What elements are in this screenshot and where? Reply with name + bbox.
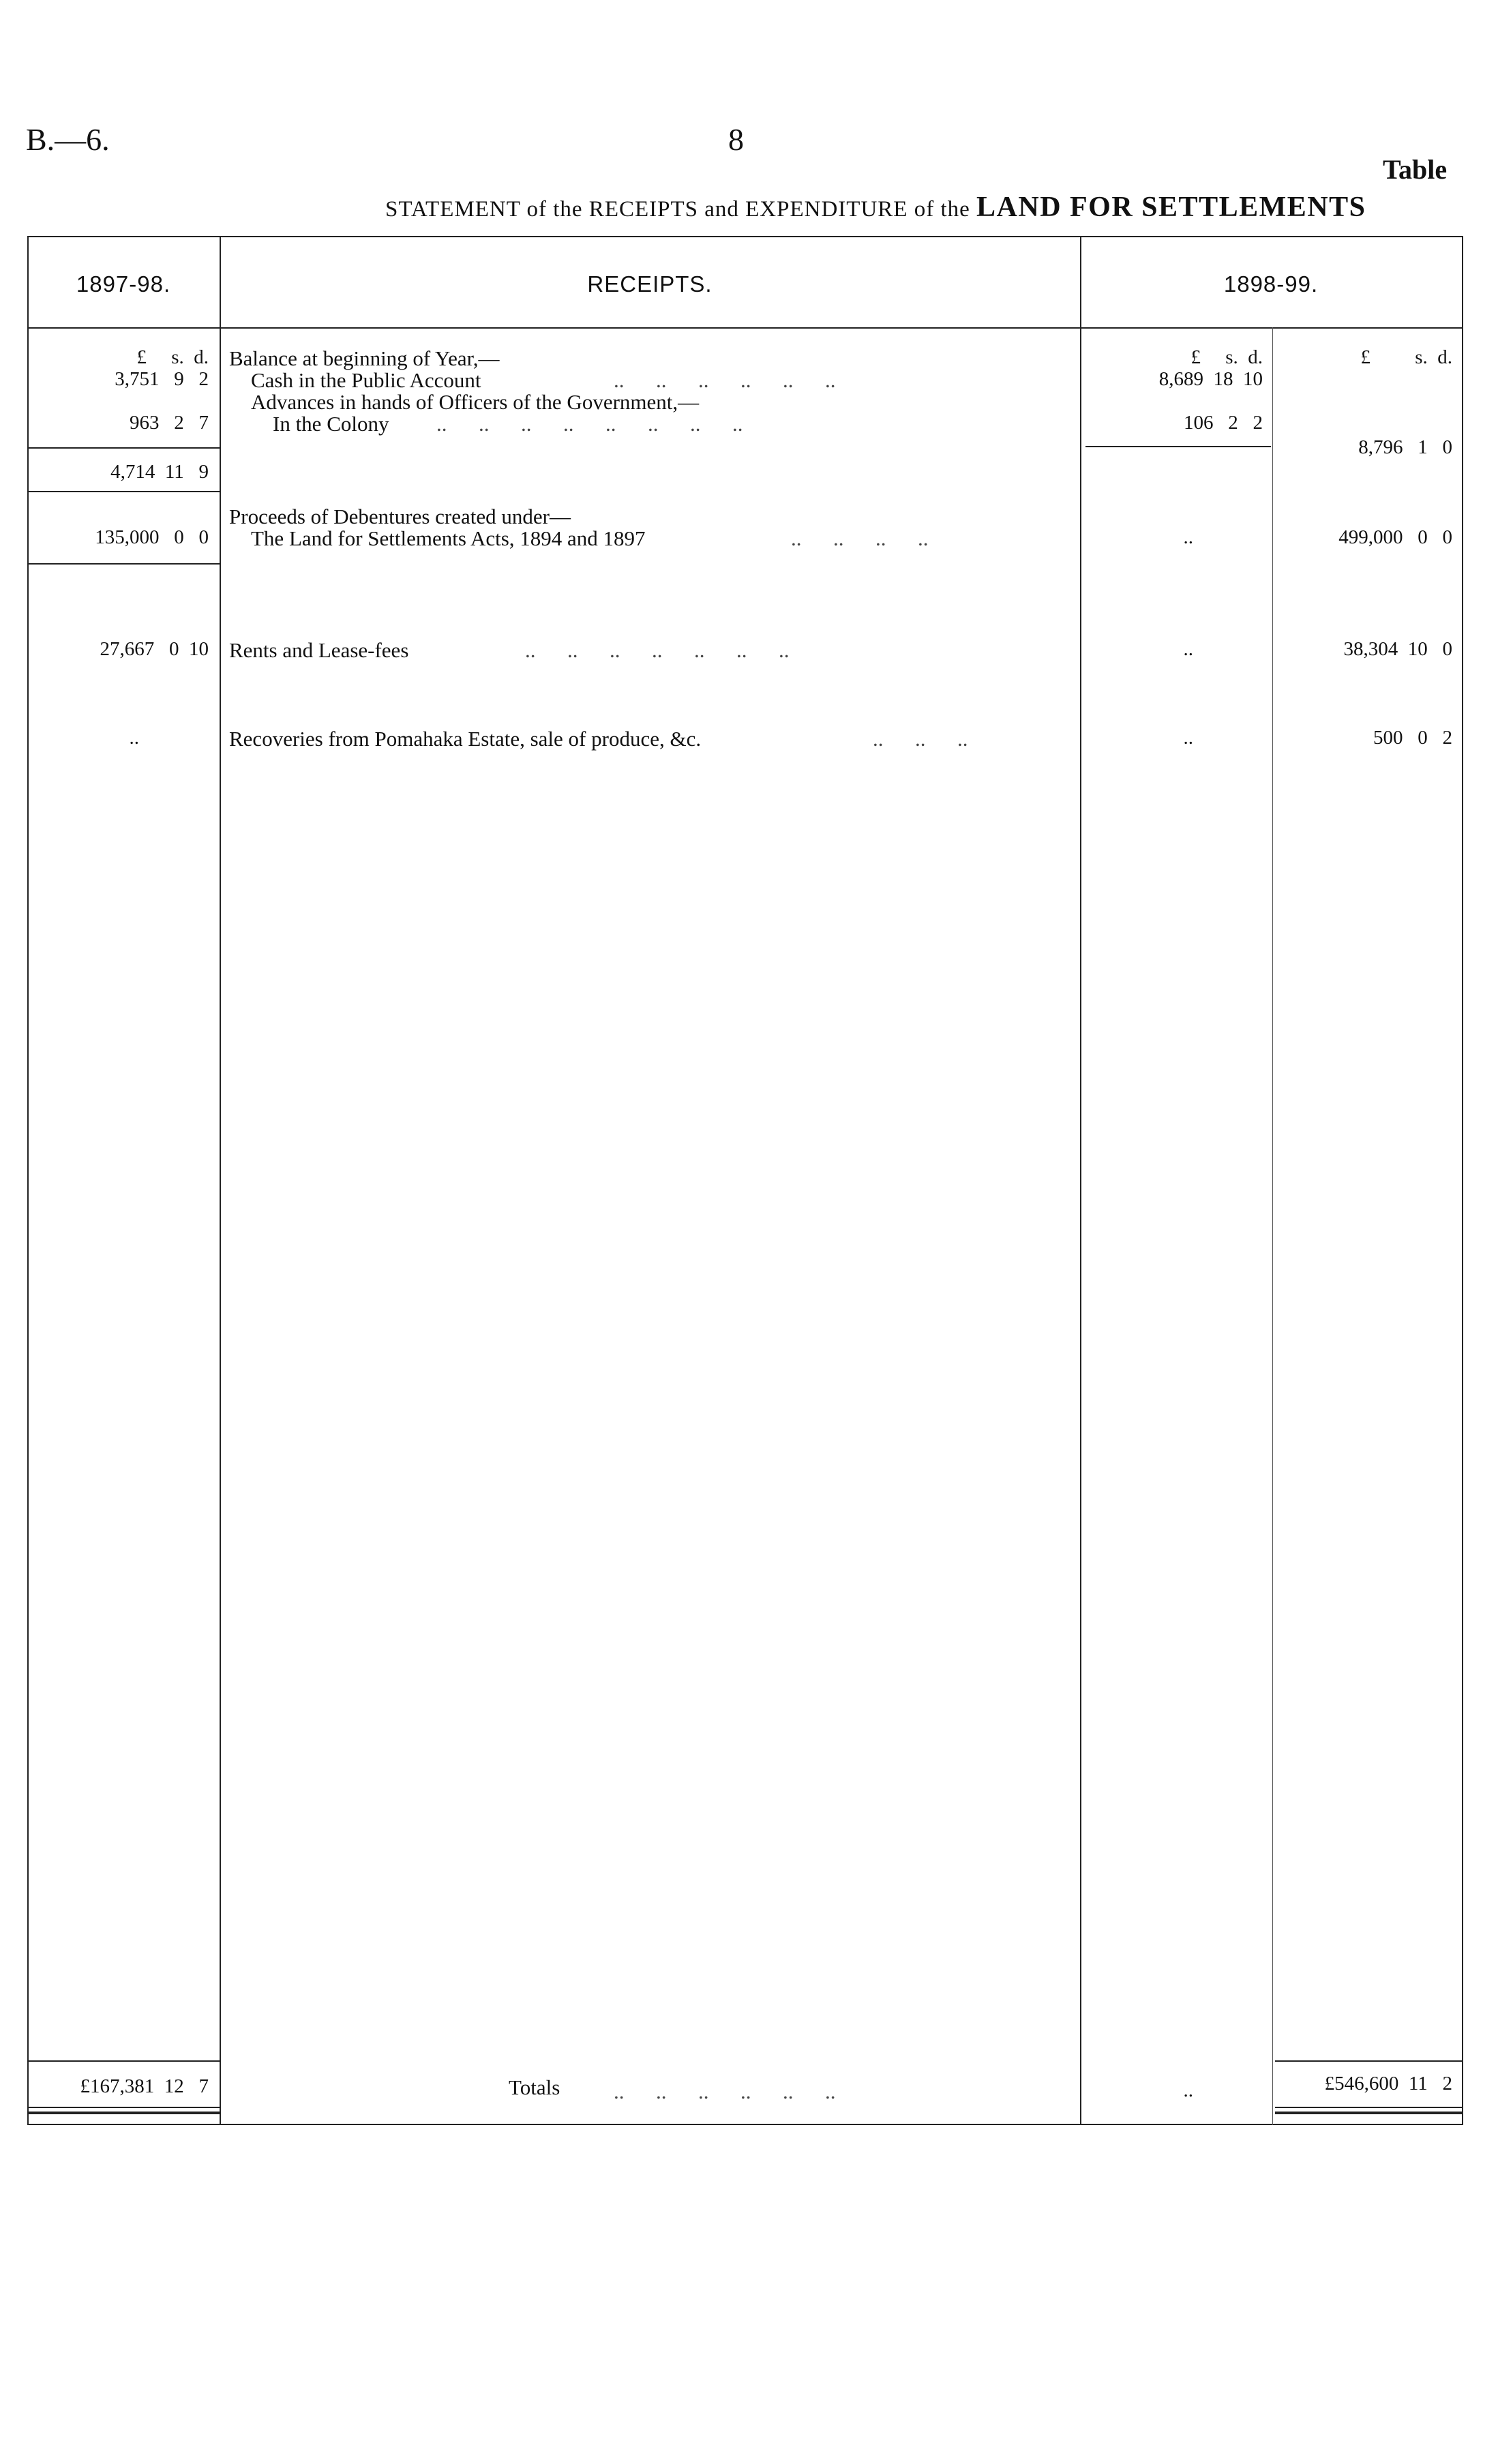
- statement-title-bold: LAND FOR SETTLEMENTS: [976, 192, 1366, 223]
- left-total-double-rule-1: [27, 2107, 220, 2108]
- rents-left-amount: 27,667 0 10: [100, 638, 209, 660]
- recoveries-leader-dots: .. .. ..: [873, 727, 968, 751]
- statement-title-prefix: STATEMENT of the RECEIPTS and EXPENDITURE of the: [385, 197, 970, 222]
- cash-left-amount: 3,751 9 2: [115, 368, 209, 390]
- debentures-left-amount: 135,000 0 0: [95, 526, 209, 548]
- right-year-heading: 1898-99.: [1223, 271, 1319, 297]
- left-debentures-rule: [27, 563, 220, 565]
- left-total-double-rule-2: [27, 2112, 220, 2114]
- outer-total-double-rule-2: [1275, 2112, 1462, 2114]
- page-number: 8: [728, 122, 744, 157]
- balance-left-total: 4,714 11 9: [110, 461, 209, 483]
- recoveries-inner-amount: ..: [1183, 727, 1193, 749]
- outer-total-double-rule-1: [1275, 2107, 1462, 2108]
- inner-subtotal-rule: [1085, 446, 1271, 447]
- table-top-border: [27, 236, 1463, 237]
- recoveries-label: Recoveries from Pomahaka Estate, sale of produce, &c.: [229, 727, 702, 751]
- table-bottom-border: [27, 2124, 1463, 2125]
- statement-title: [385, 191, 1366, 224]
- totals-label: Totals: [509, 2075, 560, 2099]
- outer-total-rule-top: [1275, 2060, 1462, 2062]
- left-subtotal-rule-top: [27, 447, 220, 449]
- rents-inner-amount: ..: [1183, 638, 1193, 660]
- colony-inner-amount: 106 2 2: [1184, 412, 1263, 434]
- left-column-divider: [220, 236, 221, 2125]
- rents-outer-amount: 38,304 10 0: [1343, 638, 1452, 660]
- totals-left-amount: £167,381 12 7: [80, 2075, 209, 2097]
- cash-leader-dots: .. .. .. .. .. ..: [614, 368, 836, 392]
- colony-label: In the Colony: [273, 412, 389, 436]
- outer-unit-heading: £ s. d.: [1360, 346, 1452, 368]
- colony-left-amount: 963 2 7: [130, 412, 209, 434]
- totals-inner-amount: ..: [1183, 2079, 1193, 2101]
- left-total-rule-top: [27, 2060, 220, 2062]
- header-bottom-border: [27, 327, 1463, 329]
- cash-label: Cash in the Public Account: [251, 368, 481, 392]
- left-unit-heading: £ s. d.: [136, 346, 209, 368]
- inner-unit-heading: £ s. d.: [1190, 346, 1263, 368]
- balance-heading: Balance at beginning of Year,—: [229, 346, 500, 370]
- debentures-outer-amount: 499,000 0 0: [1338, 526, 1452, 548]
- advances-label: Advances in hands of Officers of the Government,—: [251, 390, 700, 414]
- table-left-border: [27, 236, 29, 2125]
- inner-amount-divider: [1272, 327, 1273, 2125]
- balance-outer-amount: 8,796 1 0: [1358, 436, 1452, 458]
- cash-inner-amount: 8,689 18 10: [1158, 368, 1263, 390]
- table-right-border: [1462, 236, 1463, 2125]
- rents-label: Rents and Lease-fees: [229, 638, 409, 662]
- debentures-label: The Land for Settlements Acts, 1894 and 1897: [251, 526, 646, 550]
- left-year-heading: 1897-98.: [76, 271, 171, 297]
- debentures-heading: Proceeds of Debentures created under—: [229, 505, 571, 528]
- recoveries-outer-amount: 500 0 2: [1373, 727, 1452, 749]
- totals-outer-amount: £546,600 11 2: [1324, 2073, 1452, 2094]
- rents-leader-dots: .. .. .. .. .. .. ..: [525, 638, 790, 662]
- table-label: Table: [1383, 154, 1448, 185]
- colony-leader-dots: .. .. .. .. .. .. .. ..: [436, 412, 743, 436]
- left-subtotal-rule-bottom: [27, 491, 220, 492]
- page-reference: B.—6.: [26, 122, 110, 157]
- debentures-inner-amount: ..: [1183, 526, 1193, 548]
- debentures-leader-dots: .. .. .. ..: [791, 526, 929, 550]
- receipts-heading: RECEIPTS.: [587, 271, 713, 297]
- receipts-column-divider: [1080, 236, 1081, 2125]
- recoveries-left-amount: ..: [129, 727, 139, 749]
- totals-leader-dots: .. .. .. .. .. ..: [614, 2079, 836, 2103]
